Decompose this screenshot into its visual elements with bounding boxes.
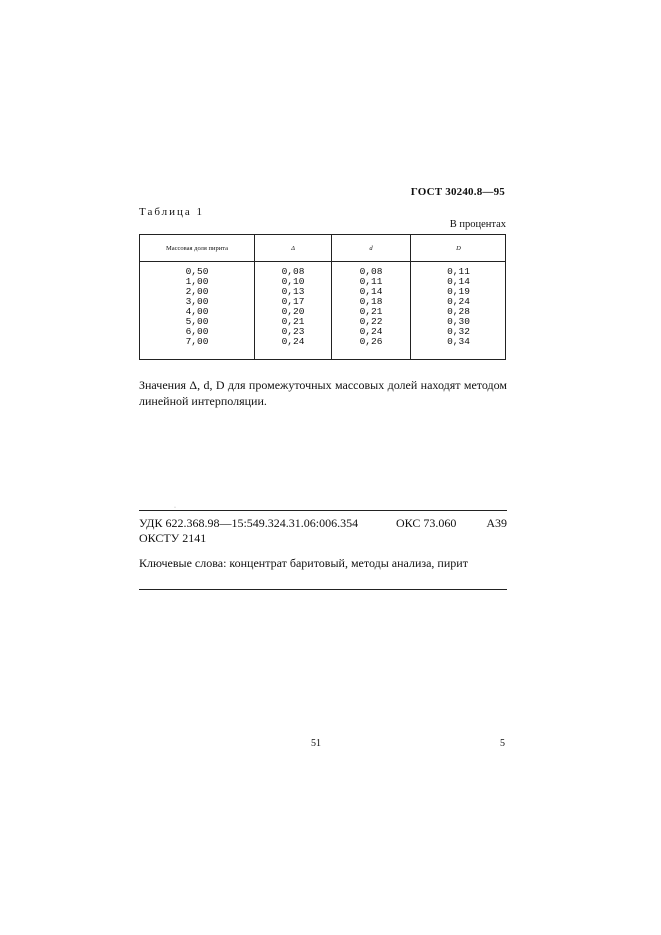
document-code: ГОСТ 30240.8—95 (410, 186, 505, 198)
table-caption: Таблица 1 (139, 206, 205, 218)
header-D: D (456, 244, 461, 252)
table-cell: 0,08 (359, 266, 383, 277)
table-cell: 3,00 (185, 296, 209, 307)
classification-block (139, 516, 507, 546)
table-cell: 0,14 (359, 286, 383, 297)
table-cell: 7,00 (185, 336, 209, 347)
table-cell: 0,32 (447, 326, 470, 337)
data-table (139, 234, 506, 360)
page-number-center: 51 (311, 738, 321, 749)
page-number-right: 5 (500, 738, 505, 749)
scan-mark: · (174, 505, 176, 511)
table-cell: 0,26 (359, 336, 383, 347)
table-cell: 0,24 (359, 326, 383, 337)
table-cell: 1,00 (185, 276, 209, 287)
oks-group (396, 516, 507, 531)
okstu-code: ОКСТУ 2141 (139, 531, 207, 545)
table-units: В процентах (449, 219, 506, 230)
table-cell: 0,19 (447, 286, 470, 297)
interpolation-note: Значения Δ, d, D для промежуточных массовых долей находят методом линейной интерполяции. (139, 378, 507, 408)
table-cell: 0,24 (281, 336, 305, 347)
oks-code: ОКС 73.060 (395, 516, 457, 530)
table-header-divider (140, 261, 505, 262)
table-cell: 6,00 (185, 326, 209, 337)
table-cell: 0,23 (281, 326, 305, 337)
table-cell: 0,30 (447, 316, 470, 327)
table-cell: 0,13 (281, 286, 305, 297)
column-delta (255, 267, 331, 347)
table-cell: 4,00 (185, 306, 209, 317)
table-cell: 0,50 (185, 266, 209, 277)
table-cell: 0,10 (281, 276, 305, 287)
keywords: Ключевые слова: концентрат баритовый, методы анализа, пирит (139, 556, 468, 570)
udk-code: УДК 622.368.98—15:549.324.31.06:006.354 (139, 516, 359, 530)
table-cell: 0,18 (359, 296, 383, 307)
group-code: А39 (486, 516, 507, 530)
table-cell: 5,00 (185, 316, 209, 327)
table-cell: 0,21 (359, 306, 383, 317)
table-cell: 0,14 (447, 276, 470, 287)
table-cell: 0,20 (281, 306, 305, 317)
top-rule (139, 510, 507, 511)
column-d (332, 267, 410, 347)
bottom-rule (139, 589, 507, 590)
header-d: d (369, 244, 373, 252)
table-cell: 0,28 (447, 306, 470, 317)
table-cell: 0,11 (359, 276, 383, 287)
table-cell: 0,34 (447, 336, 470, 347)
header-mass-fraction: Массовая доля пирита (166, 244, 228, 252)
table-cell: 0,21 (281, 316, 305, 327)
column-D (411, 267, 506, 347)
table-cell: 0,11 (447, 266, 470, 277)
table-cell: 0,24 (447, 296, 470, 307)
table-cell: 0,08 (281, 266, 305, 277)
header-delta: Δ (291, 244, 295, 252)
table-cell: 0,17 (281, 296, 305, 307)
table-cell: 0,22 (359, 316, 383, 327)
classification-row (139, 516, 507, 531)
table-cell: 2,00 (185, 286, 209, 297)
column-mass-fraction (140, 267, 254, 347)
